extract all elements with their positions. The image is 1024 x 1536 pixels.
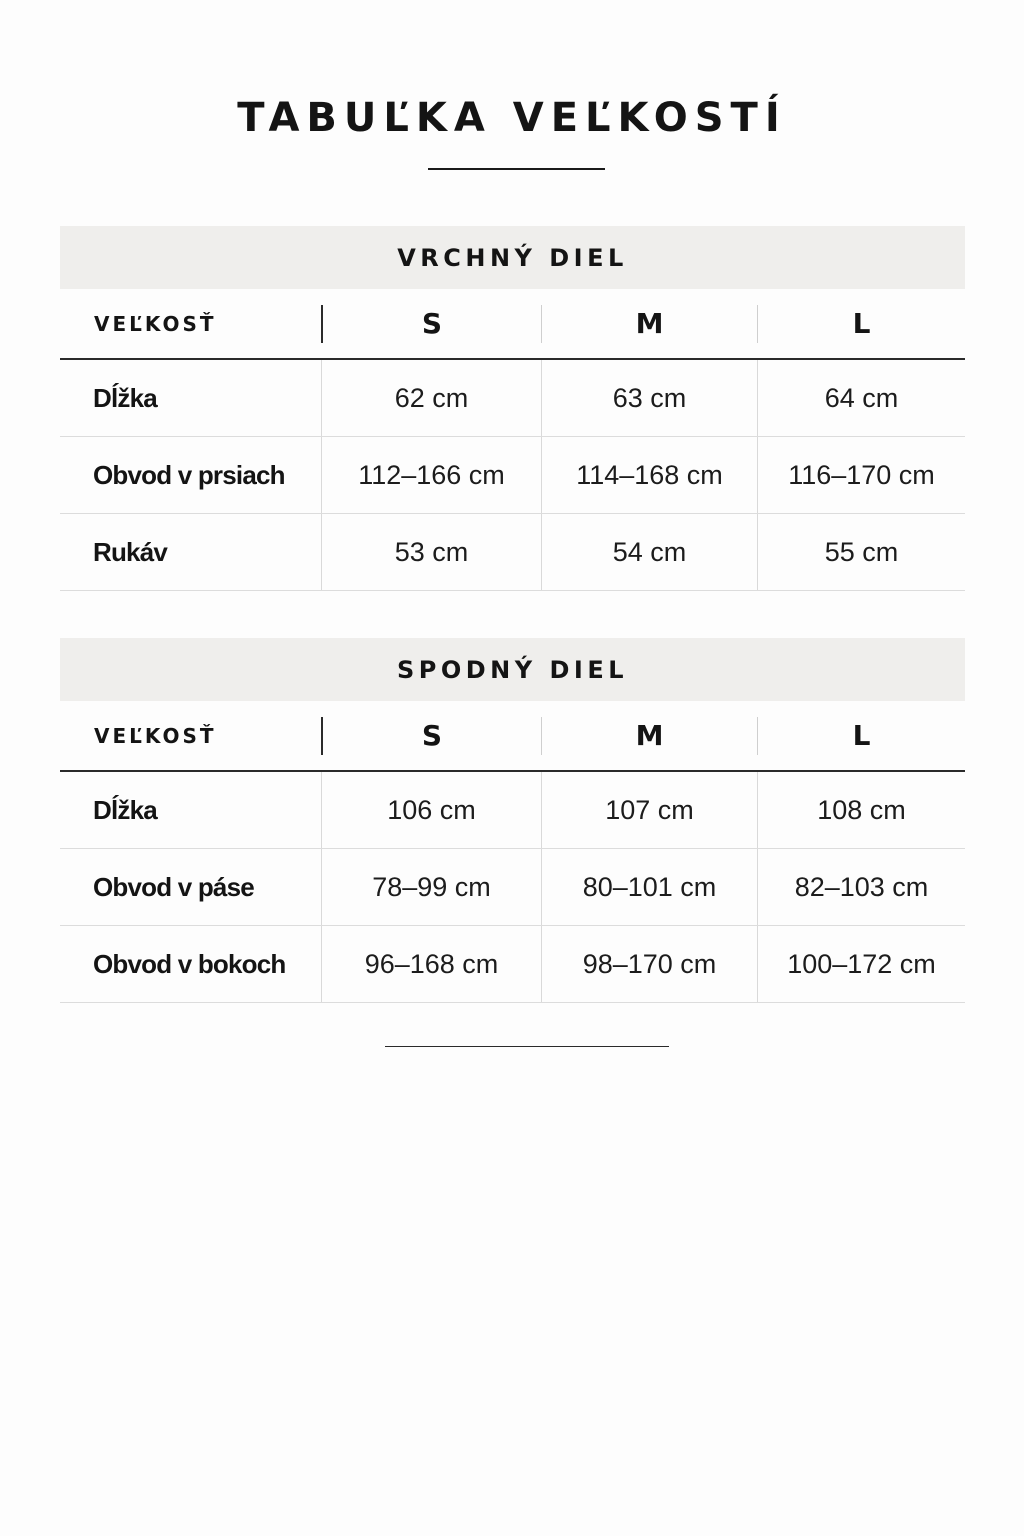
title-underline [428, 168, 605, 170]
cell-value: 114–168 cm [541, 437, 757, 513]
cell-value: 100–172 cm [757, 926, 965, 1002]
size-m: M [541, 717, 757, 755]
cell-value: 80–101 cm [541, 849, 757, 925]
size-label: VEĽKOSŤ [94, 723, 217, 748]
size-table-top [60, 226, 965, 591]
cell-value: 98–170 cm [541, 926, 757, 1002]
row-label: Dĺžka [93, 382, 157, 413]
size-table-bottom [60, 638, 965, 1003]
row-label: Rukáv [93, 536, 168, 567]
section-heading: VRCHNÝ DIEL [60, 226, 965, 289]
cell-value: 78–99 cm [321, 849, 541, 925]
size-label: VEĽKOSŤ [94, 311, 217, 336]
bottom-divider [385, 1046, 669, 1047]
row-label: Dĺžka [93, 794, 157, 825]
cell-value: 64 cm [757, 360, 965, 436]
table-row [60, 360, 965, 437]
table-row [60, 514, 965, 591]
row-label: Obvod v prsiach [93, 459, 285, 490]
cell-value: 54 cm [541, 514, 757, 590]
cell-value: 107 cm [541, 772, 757, 848]
row-label: Obvod v páse [93, 871, 254, 902]
size-l: L [757, 305, 965, 343]
cell-value: 96–168 cm [321, 926, 541, 1002]
size-m: M [541, 305, 757, 343]
cell-value: 63 cm [541, 360, 757, 436]
cell-value: 112–166 cm [321, 437, 541, 513]
table-row [60, 926, 965, 1003]
cell-value: 82–103 cm [757, 849, 965, 925]
cell-value: 116–170 cm [757, 437, 965, 513]
size-s: S [321, 305, 541, 343]
page-title: TABUĽKA VEĽKOSTÍ [237, 95, 787, 141]
section-heading: SPODNÝ DIEL [60, 638, 965, 701]
size-s: S [321, 717, 541, 755]
cell-value: 55 cm [757, 514, 965, 590]
table-row [60, 849, 965, 926]
size-l: L [757, 717, 965, 755]
size-header-row [60, 701, 965, 772]
cell-value: 62 cm [321, 360, 541, 436]
cell-value: 108 cm [757, 772, 965, 848]
cell-value: 106 cm [321, 772, 541, 848]
size-header-row [60, 289, 965, 360]
table-row [60, 437, 965, 514]
cell-value: 53 cm [321, 514, 541, 590]
row-label: Obvod v bokoch [93, 948, 286, 979]
table-row [60, 772, 965, 849]
